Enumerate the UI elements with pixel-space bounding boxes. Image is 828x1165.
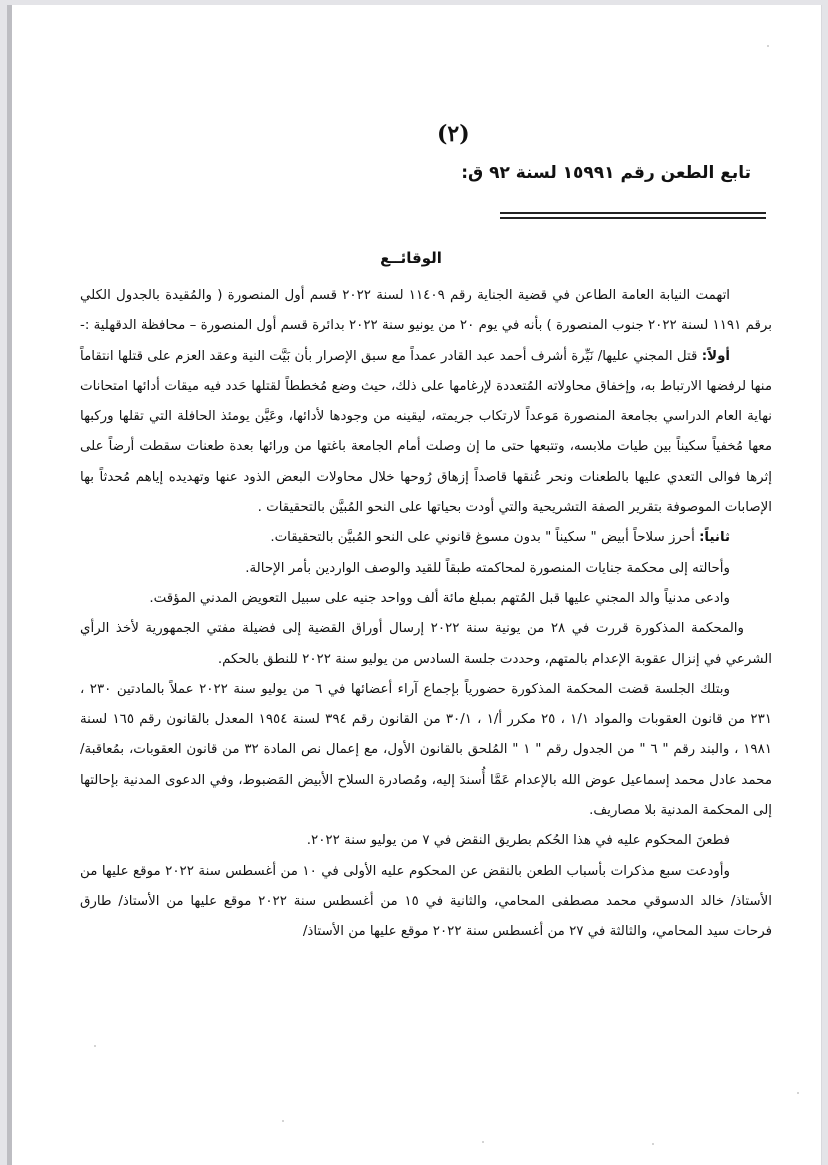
paragraph-mufti-referral [80, 614, 772, 675]
paragraph-charges-intro [80, 281, 772, 342]
paragraph-text: اتهمت النيابة العامة الطاعن في قضية الجناية رقم ١١٤٠٩ لسنة ٢٠٢٢ قسم أول المنصورة ( والمُقيدة بالجدول الكلي برقم ١١٩١ لسنة ٢٠٢٢ جنوب المنصورة ) بأنه في يوم ٢٠ من يونيو سنة ٢٠٢٢ بدائرة قسم أول المنصورة – محافظة الدقهلية :- [79, 288, 772, 334]
paragraph-verdict [80, 675, 772, 826]
appeal-continuation-header: تابع الطعن رقم ١٥٩٩١ لسنة ٩٢ ق: [461, 163, 751, 183]
rule-line-bottom [500, 217, 766, 219]
paragraph-lead: أولاً: [701, 348, 730, 364]
header-double-rule [500, 212, 766, 220]
paragraph-text: والمحكمة المذكورة قررت في ٢٨ من يونية سنة ٢٠٢٢ إرسال أوراق القضية إلى فضيلة مفتي الجمهورية لأخذ الرأي الشرعي في إنزال عقوبة الإعدام بالمتهم، وحددت جلسة السادس من يوليو سنة ٢٠٢٢ للنطق بالحكم. [80, 621, 772, 667]
scan-speck [482, 1141, 484, 1143]
paragraph-charge-second [80, 523, 772, 553]
page-number: (٢) [437, 121, 470, 147]
paragraph-memoranda [80, 857, 772, 948]
section-heading-text: الوقائــع [380, 249, 442, 267]
paragraph-text: وبتلك الجلسة قضت المحكمة المذكورة حضورياً بإجماع آراء أعضائها في ٦ من يوليو سنة ٢٠٢٢ عملاً بالمادتين ٢٣٠ ، ٢٣١ من قانون العقوبات والمواد ١/١ ، ٢٥ مكرر أ/١ ، ٣٠/١ من القانون رقم ٣٩٤ لسنة ١٩٥٤ المعدل بالقانون رقم ١٦٥ لسنة ١٩٨١ ، والبند رقم " ٦ " من الجدول رقم " ١ " المُلحق بالقانون الأول، مع إعمال نص المادة ٣٢ من قانون العقوبات، بمُعاقبة/ محمد عادل محمد إسماعيل عوض الله بالإعدام عَمَّا أُسندَ إليه، ومُصادرة السلاح الأبيض المَضبوط، وفي الدعوى المدنية بإحالتها إلى المحكمة المدنية بلا مصاريف. [80, 681, 773, 819]
document-body [80, 281, 772, 948]
scan-speck [282, 1120, 284, 1122]
paragraph-text: قتل المجني عليها/ نَيِّرة أشرف أحمد عبد القادر عمداً مع سبق الإصرار بأن بَيَّت النية وعقد العزم على قتلها انتقاماً منها لرفضها الارتباط به، وإخفاق محاولاته المُتعددة لإرغامها على ذلك، حيث وضع مُخططاً لقتلها حَدد فيه ميقات أدائها امتحانات نهاية العام الدراسي بجامعة المنصورة مَوعداً لارتكاب جريمته، ليقينه من وجودها لأدائها، وعَيَّن يومئذ الحافلة التي تقلها وركبها معها مُخفياً سكيناً بين طيات ملابسه، وتتبعها حتى ما إن وصلت أمام الجامعة باغتها من ورائها بعدة طعنات سقطت أرضاً على إثرها فوالى التعدي عليها بالطعنات ونحر عُنقها قاصداً إزهاق رُوحها خلال محاولات البعض الذود عنها وتهديده إياهم مُحدثاً بها الإصابات الموصوفة بتقرير الصفة التشريحية والتي أودت بحياتها على النحو المُبيَّن بالتحقيقات . [80, 348, 772, 516]
paragraph-civil-claim [80, 584, 772, 614]
paragraph-text: وادعى مدنياً والد المجني عليها قبل المُتهم بمبلغ مائة ألف وواحد جنيه على سبيل التعويض المدني المؤقت. [149, 590, 730, 606]
paragraph-appeal-filed [80, 826, 772, 856]
document-page [7, 5, 821, 1165]
paragraph-text: فطعنَ المحكوم عليه في هذا الحُكم بطريق النقض في ٧ من يوليو سنة ٢٠٢٢. [306, 833, 730, 849]
rule-line-top [500, 212, 766, 214]
paragraph-text: وأحالته إلى محكمة جنايات المنصورة لمحاكمته طبقاً للقيد والوصف الواردين بأمر الإحالة. [245, 560, 730, 576]
scan-speck [767, 45, 769, 47]
paragraph-lead: ثانياً: [699, 530, 730, 546]
scan-speck [652, 1143, 654, 1145]
paragraph-text: أحرز سلاحاً أبيض " سكيناً " بدون مسوغ قانوني على النحو المُبيَّن بالتحقيقات. [270, 530, 700, 546]
scan-speck [797, 1092, 799, 1094]
scan-speck [94, 1045, 96, 1047]
section-heading-facts [12, 249, 828, 267]
paragraph-charge-first [80, 342, 772, 524]
paragraph-referral [80, 554, 772, 584]
paragraph-text: وأودعت سبع مذكرات بأسباب الطعن بالنقض عن المحكوم عليه الأولى في ١٠ من أغسطس سنة ٢٠٢٢ موقع عليها من الأستاذ/ خالد الدسوقي محمد مصطفى المحامي، والثانية في ١٥ من أغسطس سنة ٢٠٢٢ موقع عليها من الأستاذ/ طارق فرحات سيد المحامي، والثالثة في ٢٧ من أغسطس سنة ٢٠٢٢ موقع عليها من الأستاذ/ [80, 863, 773, 940]
